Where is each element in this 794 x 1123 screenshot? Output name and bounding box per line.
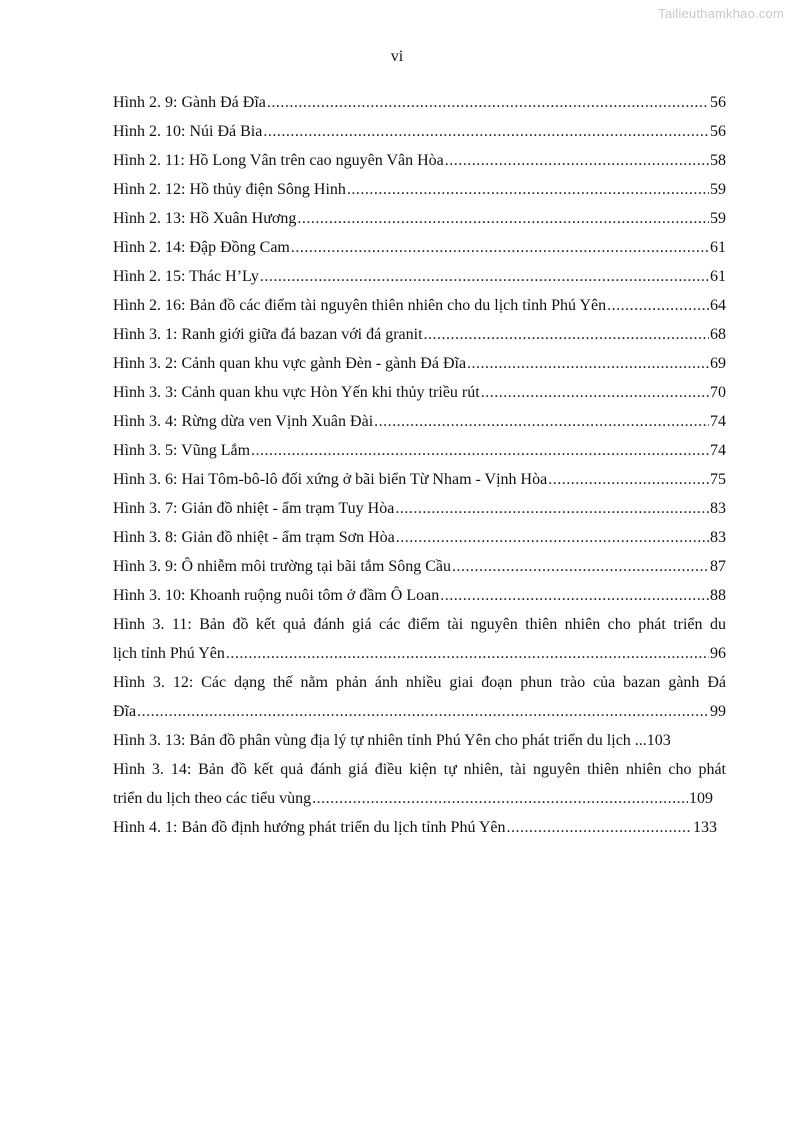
entry-page: 59 — [710, 181, 726, 198]
dot-leader — [263, 117, 709, 146]
toc-entry — [113, 262, 726, 291]
dot-leader — [507, 813, 692, 842]
entry-page: 59 — [710, 210, 726, 227]
entry-label: Hình 3. 9: Ô nhiễm môi trường tại bãi tắm Sông Cầu — [113, 558, 451, 575]
entry-label: Hình 2. 14: Đập Đồng Cam — [113, 239, 290, 256]
dot-leader — [481, 378, 709, 407]
toc-entry — [113, 784, 713, 813]
dot-leader — [440, 581, 709, 610]
toc-entry — [113, 523, 726, 552]
entry-page: 96 — [710, 645, 726, 662]
entry-page: 103 — [646, 732, 671, 749]
toc-entry — [113, 552, 726, 581]
entry-page: 74 — [710, 442, 726, 459]
toc-entry — [113, 465, 726, 494]
toc-entry — [113, 436, 726, 465]
entry-page: 133 — [693, 819, 717, 836]
toc-entry — [113, 581, 726, 610]
watermark: Tailieuthamkhao.com — [658, 6, 784, 21]
entry-label-line2: Đĩa — [113, 703, 137, 720]
entry-label-line2: triển du lịch theo các tiểu vùng — [113, 790, 312, 807]
toc-entry — [113, 320, 726, 349]
entry-label: Hình 3. 7: Giản đồ nhiệt - ẩm trạm Tuy Hòa — [113, 500, 395, 517]
entry-page: 64 — [710, 297, 726, 314]
toc-entry — [113, 378, 726, 407]
entry-label-line1: Hình 3. 14: Bản đồ kết quả đánh giá điều kiện tự nhiên, tài nguyên thiên nhiên cho phát — [113, 761, 726, 778]
toc-entry — [113, 349, 726, 378]
toc-entry — [113, 291, 726, 320]
entry-label-line1: Hình 3. 11: Bản đồ kết quả đánh giá các điểm tài nguyên thiên nhiên cho phát triển du — [113, 616, 726, 633]
entry-page: 61 — [710, 268, 726, 285]
entry-label: Hình 3. 3: Cảnh quan khu vực Hòn Yến khi thủy triều rút — [113, 384, 480, 401]
entry-label: Hình 3. 4: Rừng dừa ven Vịnh Xuân Đài — [113, 413, 374, 430]
entry-page: 58 — [710, 152, 726, 169]
toc-entry — [113, 233, 726, 262]
entry-page: 69 — [710, 355, 726, 372]
entry-label: Hình 2. 10: Núi Đá Bia — [113, 123, 263, 140]
toc-entry — [113, 813, 717, 842]
dot-leader — [467, 349, 709, 378]
entry-label: Hình 4. 1: Bản đồ định hướng phát triển du lịch tỉnh Phú Yên — [113, 819, 506, 836]
figure-list — [113, 88, 726, 842]
dot-leader — [374, 407, 709, 436]
entry-page: 87 — [710, 558, 726, 575]
entry-label: Hình 2. 15: Thác H’Ly — [113, 268, 259, 285]
toc-entry — [113, 639, 726, 668]
entry-page: 75 — [710, 471, 726, 488]
entry-page: 70 — [710, 384, 726, 401]
dot-leader — [312, 784, 688, 813]
entry-page: 61 — [710, 239, 726, 256]
dot-leader — [424, 320, 709, 349]
toc-entry — [113, 494, 726, 523]
toc-entry — [113, 117, 726, 146]
page-number: vi — [390, 48, 404, 65]
dot-leader — [267, 88, 709, 117]
dot-leader — [291, 233, 709, 262]
dot-leader — [260, 262, 709, 291]
dot-leader — [226, 639, 709, 668]
entry-label: Hình 2. 12: Hồ thủy điện Sông Hinh — [113, 181, 346, 198]
entry-label: Hình 3. 5: Vũng Lắm — [113, 442, 251, 459]
entry-page: 88 — [710, 587, 726, 604]
entry-page: 68 — [710, 326, 726, 343]
entry-label: Hình 3. 1: Ranh giới giữa đá bazan với đá granit — [113, 326, 423, 343]
entry-label: Hình 3. 6: Hai Tôm-bô-lô đối xứng ở bãi biển Từ Nham - Vịnh Hòa — [113, 471, 548, 488]
entry-label: Hình 3. 10: Khoanh ruộng nuôi tôm ở đầm Ô Loan — [113, 587, 440, 604]
entry-label: Hình 3. 8: Giản đồ nhiệt - ẩm trạm Sơn Hòa — [113, 529, 395, 546]
entry-page: 83 — [710, 529, 726, 546]
dot-leader — [548, 465, 709, 494]
dot-leader — [445, 146, 709, 175]
dot-leader — [452, 552, 709, 581]
dot-leader — [251, 436, 709, 465]
entry-label: Hình 2. 13: Hồ Xuân Hương — [113, 210, 297, 227]
entry-label: Hình 2. 9: Gành Đá Đĩa — [113, 94, 266, 111]
entry-label: Hình 3. 2: Cảnh quan khu vực gành Đèn - gành Đá Đĩa — [113, 355, 467, 372]
entry-page: 99 — [710, 703, 726, 720]
toc-entry — [113, 407, 726, 436]
toc-entry — [113, 175, 726, 204]
entry-label: Hình 2. 16: Bản đồ các điểm tài nguyên thiên nhiên cho du lịch tỉnh Phú Yên — [113, 297, 607, 314]
entry-page: 83 — [710, 500, 726, 517]
dot-leader — [137, 697, 709, 726]
entry-page: 56 — [710, 94, 726, 111]
entry-label: Hình 3. 13: Bản đồ phân vùng địa lý tự nhiên tỉnh Phú Yên cho phát triển du lịch ... — [113, 732, 647, 749]
toc-entry — [113, 726, 726, 755]
toc-entry — [113, 204, 726, 233]
entry-label-line2: lịch tỉnh Phú Yên — [113, 645, 225, 662]
entry-label: Hình 2. 11: Hồ Long Vân trên cao nguyên Vân Hòa — [113, 152, 444, 169]
toc-entry — [113, 146, 726, 175]
dot-leader — [347, 175, 709, 204]
dot-leader — [297, 204, 709, 233]
entry-label-line1: Hình 3. 12: Các dạng thế nằm phản ánh nhiều giai đoạn phun trào của bazan gành Đá — [113, 674, 726, 691]
dot-leader — [396, 523, 709, 552]
entry-page: 109 — [689, 790, 713, 807]
dot-leader — [607, 291, 709, 320]
dot-leader — [395, 494, 709, 523]
entry-page: 74 — [710, 413, 726, 430]
entry-page: 56 — [710, 123, 726, 140]
toc-entry — [113, 697, 726, 726]
toc-entry — [113, 88, 726, 117]
